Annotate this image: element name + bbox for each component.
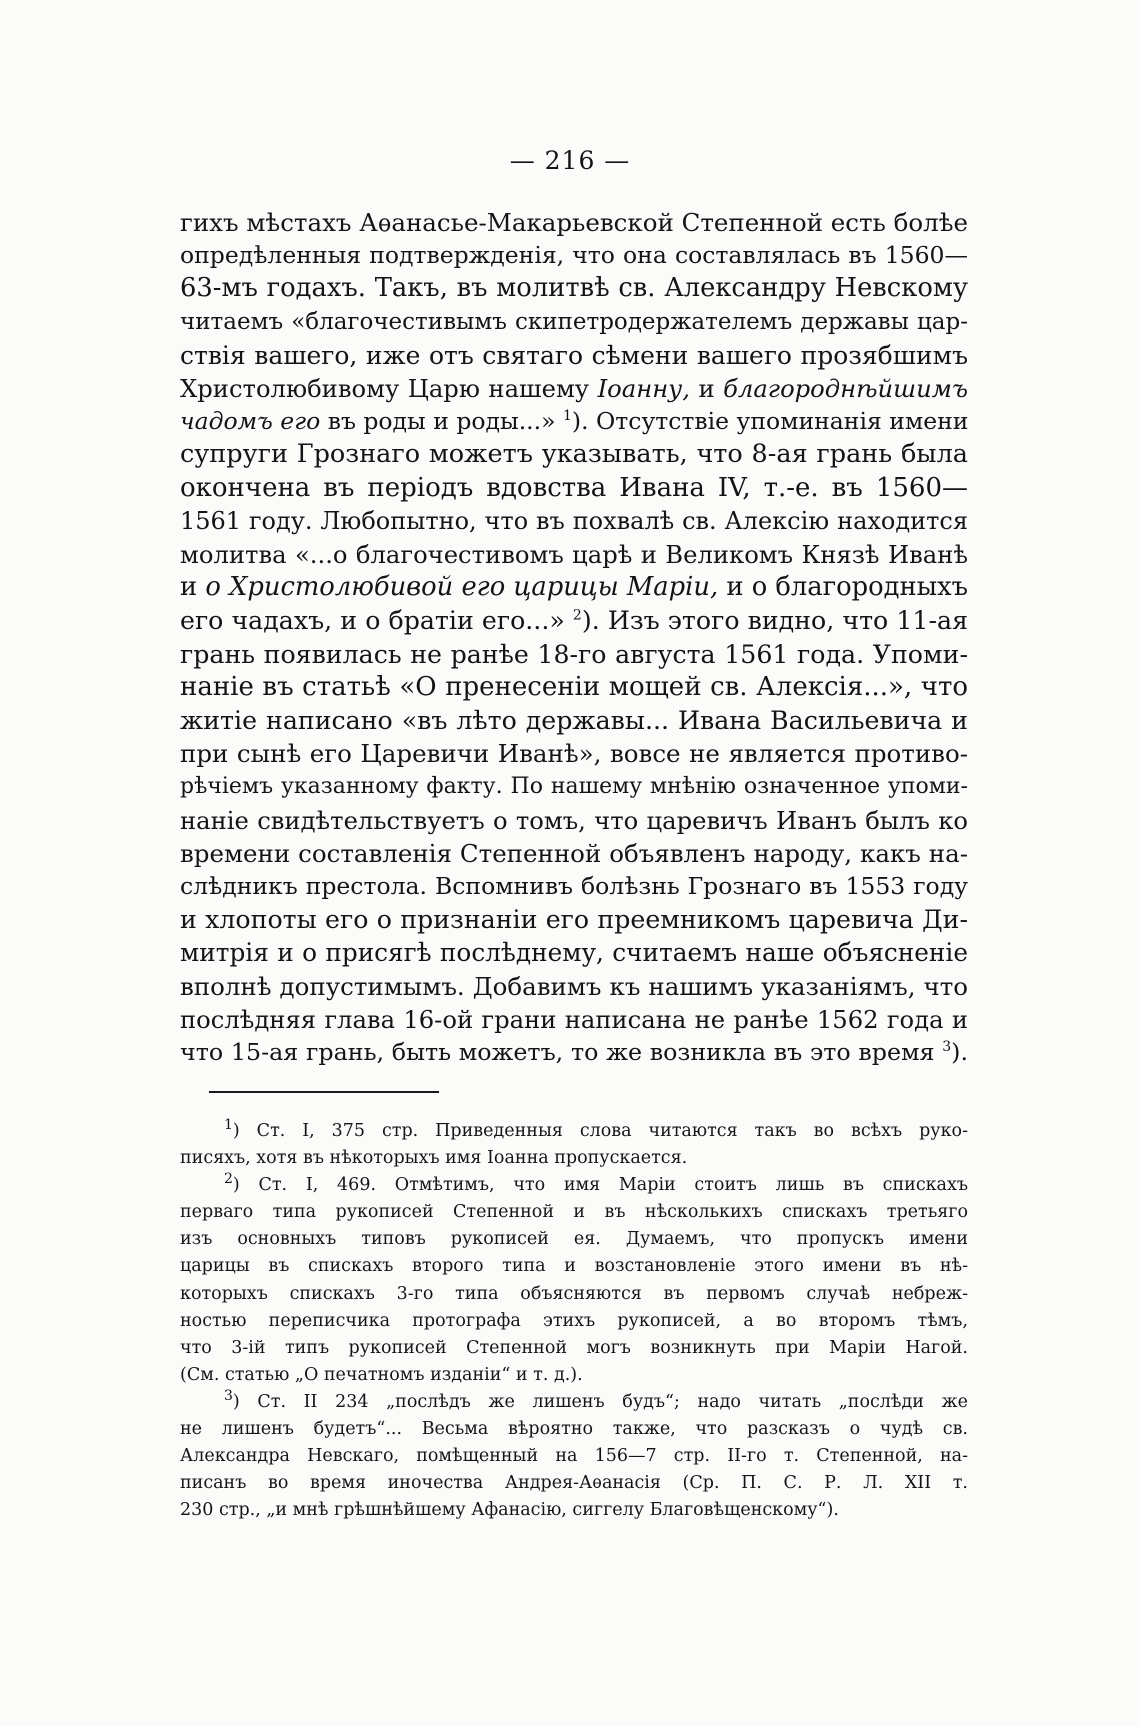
text-line: рѣчіемъ указанному факту. По нашему мнѣнію означенное упоми- bbox=[180, 774, 968, 800]
text-line bbox=[180, 1036, 968, 1069]
text-line: наніе въ статьѣ «О пренесеніи мощей св. Алексія...», что bbox=[180, 671, 968, 702]
footnotes bbox=[180, 1118, 968, 1524]
text-line: супруги Грознаго можетъ указывать, что 8-ая грань была bbox=[180, 439, 968, 470]
text-span: что 15-ая грань, быть можетъ, то же возникла въ это время bbox=[180, 1038, 935, 1067]
footnote-number-3: 3 bbox=[224, 1388, 233, 1405]
footnote-line: писяхъ, хотя въ нѣкоторыхъ имя Іоанна пропускается. bbox=[180, 1148, 688, 1169]
footnote-line: ностью переписчика протографа этихъ рукописей, а во второмъ тѣмъ, bbox=[180, 1310, 968, 1331]
text-span: ). Отсутствіе упоминанія имени bbox=[571, 407, 969, 436]
italic-span: о Христолюбивой его царицы Маріи, bbox=[205, 572, 719, 603]
text-line: послѣдняя глава 16-ой грани написана не ранѣе 1562 года и bbox=[180, 1004, 968, 1034]
footnote-number-1: 1 bbox=[224, 1117, 233, 1134]
footnote-line: не лишенъ будетъ“... Весьма вѣроятно также, что разсказъ о чудѣ св. bbox=[180, 1419, 968, 1440]
text-line: читаемъ «благочестивымъ скипетродержателемъ державы цар- bbox=[180, 308, 968, 335]
text-line: 1561 году. Любопытно, что въ похвалѣ св. Алексію находится bbox=[180, 506, 968, 535]
text-line: гихъ мѣстахъ Аѳанасье-Макарьевской Степенной есть болѣе bbox=[180, 208, 968, 237]
text-line: наніе свидѣтельствуетъ о томъ, что царевичъ Иванъ былъ ко bbox=[180, 805, 968, 835]
main-text bbox=[180, 206, 968, 1069]
italic-span: чадомъ его bbox=[180, 407, 321, 436]
page-number: — 216 — bbox=[509, 146, 631, 175]
footnote-ref-3: 3 bbox=[942, 1039, 952, 1056]
text-line: 63-мъ годахъ. Такъ, въ молитвѣ св. Александру Невскому bbox=[180, 273, 968, 304]
text-span: Христолюбивому Царю нашему bbox=[180, 374, 590, 404]
text-line: молитва «...о благочестивомъ царѣ и Великомъ Князѣ Иванѣ bbox=[180, 540, 968, 570]
text-span: ). Изъ этого видно, что 11-ая bbox=[581, 606, 968, 636]
footnote-line: царицы въ спискахъ второго типа и возстановленіе этого имени въ нѣ- bbox=[180, 1256, 968, 1277]
footnote-line: (См. статью „О печатномъ изданіи“ и т. д.). bbox=[180, 1364, 583, 1385]
footnote-ref-1: 1 bbox=[562, 408, 572, 425]
text-line: грань появилась не ранѣе 18-го августа 1561 года. Упоми- bbox=[180, 639, 968, 669]
text-line: вполнѣ допустимымъ. Добавимъ къ нашимъ указаніямъ, что bbox=[180, 971, 968, 1001]
text-span: и о благородныхъ bbox=[726, 572, 969, 603]
footnote-line bbox=[180, 1172, 968, 1199]
footnote-line: 230 стр., „и мнѣ грѣшнѣйшему Афанасію, сиггелу Благовѣщенскому“). bbox=[180, 1500, 839, 1521]
text-line: при сынѣ его Царевичи Иванѣ», вовсе не является противо- bbox=[180, 739, 968, 769]
text-span: ) Ст. I, 469. Отмѣтимъ, что имя Маріи стоитъ лишь въ спискахъ bbox=[232, 1175, 968, 1196]
text-line bbox=[180, 405, 968, 438]
text-line bbox=[180, 372, 968, 405]
text-line bbox=[180, 604, 968, 637]
italic-span: благороднѣйшимъ bbox=[723, 374, 969, 404]
footnote-line: изъ основныхъ типовъ рукописей ея. Думаемъ, что пропускъ имени bbox=[180, 1229, 968, 1250]
text-line: житіе написано «въ лѣто державы... Ивана Васильевича и bbox=[180, 706, 968, 736]
text-span: въ роды и роды...» bbox=[327, 407, 556, 436]
text-line: опредѣленныя подтвержденія, что она составлялась въ 1560— bbox=[180, 241, 968, 270]
footnote-line: Александра Невскаго, помѣщенный на 156—7 стр. II-го т. Степенной, на- bbox=[180, 1446, 968, 1467]
text-line: ствія вашего, иже отъ святаго сѣмени вашего прозябшимъ bbox=[180, 340, 968, 370]
footnote-ref-2: 2 bbox=[572, 608, 582, 625]
text-line: и хлопоты его о признаніи его преемникомъ царевича Ди- bbox=[180, 905, 968, 935]
text-span: ). bbox=[951, 1038, 968, 1067]
text-span: и bbox=[698, 374, 715, 404]
text-line: слѣдникъ престола. Вспомнивъ болѣзнь Грознаго въ 1553 году bbox=[180, 872, 968, 901]
footnote-divider bbox=[209, 1091, 439, 1093]
text-line bbox=[180, 571, 968, 604]
text-span: ) Ст. II 234 „послѣдъ же лишенъ будъ“; надо читать „послѣди же bbox=[232, 1391, 968, 1412]
text-line: митрія и о присягѣ послѣднему, считаемъ наше объясненіе bbox=[180, 938, 968, 968]
text-line: окончена въ періодъ вдовства Ивана IV, т.-е. въ 1560— bbox=[180, 472, 968, 503]
footnote-line: писанъ во время иночества Андрея-Аѳанасія (Ср. П. С. Р. Л. XII т. bbox=[180, 1473, 968, 1494]
footnote-number-2: 2 bbox=[224, 1171, 233, 1188]
footnote-line: которыхъ спискахъ 3-го типа объясняются въ первомъ случаѣ небреж- bbox=[180, 1283, 968, 1304]
text-span: ) Ст. I, 375 стр. Приведенныя слова читаются такъ во всѣхъ руко- bbox=[232, 1121, 968, 1141]
italic-span: Іоанну, bbox=[597, 374, 690, 404]
footnote-line bbox=[180, 1118, 968, 1145]
text-span: и bbox=[180, 572, 198, 603]
footnote-line: что 3-ій типъ рукописей Степенной могъ возникнуть при Маріи Нагой. bbox=[180, 1337, 968, 1358]
text-span: его чадахъ, и о братіи его...» bbox=[180, 606, 565, 636]
footnote-line: перваго типа рукописей Степенной и въ нѣсколькихъ спискахъ третьяго bbox=[180, 1202, 968, 1223]
text-line: времени составленія Степенной объявленъ народу, какъ на- bbox=[180, 838, 968, 868]
footnote-line bbox=[180, 1389, 968, 1416]
